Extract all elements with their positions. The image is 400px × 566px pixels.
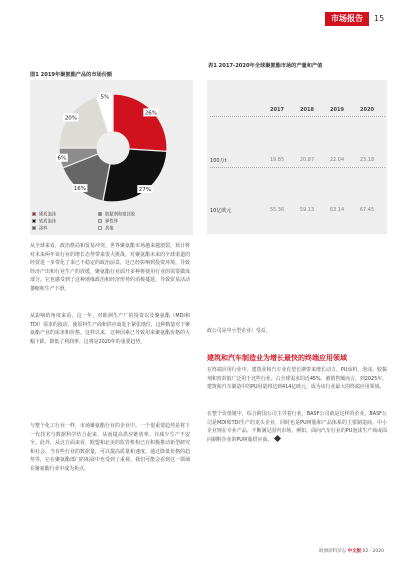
- table-cell: 59.13: [299, 207, 315, 213]
- magazine-name: 欧洲涂料杂志: [319, 549, 347, 554]
- table-cell: 20.87: [299, 157, 315, 163]
- pie-slice: [103, 149, 167, 202]
- legend-swatch: [32, 212, 36, 216]
- data-label: 16%: [73, 186, 86, 193]
- legend-swatch: [98, 212, 102, 216]
- legend-item: [98, 226, 114, 232]
- legend-item: [32, 226, 48, 232]
- table-divider: [210, 167, 385, 168]
- legend-item: [32, 219, 56, 225]
- table-divider: [210, 116, 385, 117]
- header-bar: [0, 0, 400, 46]
- issue-label: 02 · 2020: [362, 549, 384, 554]
- legend-item: [32, 212, 56, 218]
- data-label: 26%: [144, 110, 158, 117]
- legend-label: 胶黏剂和密封胶: [105, 212, 136, 218]
- data-label: 5%: [100, 94, 110, 101]
- legend-swatch: [32, 226, 36, 230]
- legend-label: 其他: [105, 226, 114, 232]
- end-of-article-icon: [274, 434, 281, 441]
- table-header-cell: 2020: [360, 107, 374, 113]
- figure-caption: 图1 2019年聚氨酯产品的市场份额: [30, 72, 113, 78]
- body-paragraph: 从影响的角度来看，这一年，对欧洲生产厂的投资以及聚氨酯（MDI和TDI）需求的波动，使原料生产商和供应商处于紧张地位，这种数量对于聚氨酯产业的需求和价格。这样以来，这种因素已导致用来聚氨酯价格的大幅下跌，降低了利润率。这将是2020年的重要趋势。: [30, 313, 190, 345]
- table-header-cell: 2017: [270, 107, 284, 113]
- legend-swatch: [32, 219, 36, 223]
- legend-swatch: [98, 219, 102, 223]
- body-text: 在整个价值链中，综合跨国公司主导着行业，BASF公司就是这样的企业。BASF公司是MDI和TDI生产的龙头企业，同时也是PU树脂和产品体系的主要制造商，中小企业则在专业产品、不断满足国内市场，例如，面向汽车行业的PU泡沫生产商或面向制鞋企业的PU树脂供应商。: [207, 411, 387, 443]
- table-row-label: 10亿欧元: [210, 208, 232, 214]
- legend-item: [98, 219, 118, 225]
- section-heading: 建筑和汽车制造业为增长最快的终端应用领域: [207, 354, 347, 362]
- legend-label: 硬质泡沫: [39, 212, 57, 218]
- pie-chart: [30, 80, 193, 210]
- body-paragraph: 从全球来看，政治格局和贸易冲突、世界聚氨酯市场越来越割裂，预计将对未来两年该行业的增长态势带来很大挑战，对聚氨酯未来的全球渠道的经贸进一步带化了来已不稳定的政治前景，这已经影响到投资环境。导致经济产出和行业生产的放缓，聚氨酯行业面开多种将使用行业的需要做成部分。它也感受到了这种地缘政治和经济形势的消极蔓延，导致贸易活动萎缩和生产下滑。: [30, 243, 190, 292]
- legend-swatch: [98, 226, 102, 230]
- page-number: 15: [374, 14, 385, 23]
- legend-label: 弹性体: [105, 219, 118, 225]
- data-label: 27%: [138, 187, 151, 194]
- legend-label: 涂料: [39, 226, 48, 232]
- legend-label: 软质泡沫: [39, 219, 57, 225]
- table-cell: 55.36: [269, 207, 285, 213]
- body-paragraph: 与整个化工行业一样，市场聚氨酯行业的企业中，一个很重要趋势是将下一代技术与数据科学结合起来，从而提高供应链效率、并减少生产不安全。此外，从这方面来看，欧盟和北美的监管机构已在积极推动新型研究和社会、当有些行业的数据量，可以提高质量和速度。通过降低价格的趋势等，它在聚氨酯部门的拓展中也受到了重视。我们可能会看到这一领域在聚氨酯行业中成为焦点。: [30, 423, 190, 472]
- table-header-cell: 2018: [300, 107, 314, 113]
- legend-item: [98, 212, 135, 218]
- table-header-cell: 2019: [330, 107, 344, 113]
- section-label: 市场报告: [325, 12, 369, 26]
- body-paragraph: [207, 410, 387, 444]
- data-label: 20%: [64, 115, 78, 122]
- data-label: 6%: [57, 155, 67, 162]
- edition-label: 中文版: [347, 549, 362, 554]
- table-cell: 22.04: [329, 157, 345, 163]
- body-paragraph: 在终端应用行业中，建筑业和汽车业有望长期带来增长动力。PU涂料、泡沫、胶黏剂和密封胶广泛用于这些行业，占全球需求的近45%，被销售额而言，到2025年，建筑和汽车制造中的PU用量将达到414亿欧元，成为该行业最大的终端应用领域。: [207, 367, 387, 390]
- table-caption: 表1 2017-2020年全球聚氨酯市场的产量和产值: [208, 63, 323, 69]
- table-cell: 67.45: [359, 207, 375, 213]
- table-cell: 23.18: [359, 157, 375, 163]
- page-footer: [319, 548, 384, 554]
- body-paragraph: 政公司是中小型企业）受益。: [207, 328, 271, 334]
- pie-slice: [113, 94, 167, 151]
- table-cell: 19.85: [269, 157, 285, 163]
- table-row-label: 100万t: [210, 158, 227, 164]
- table-cell: 63.14: [329, 207, 345, 213]
